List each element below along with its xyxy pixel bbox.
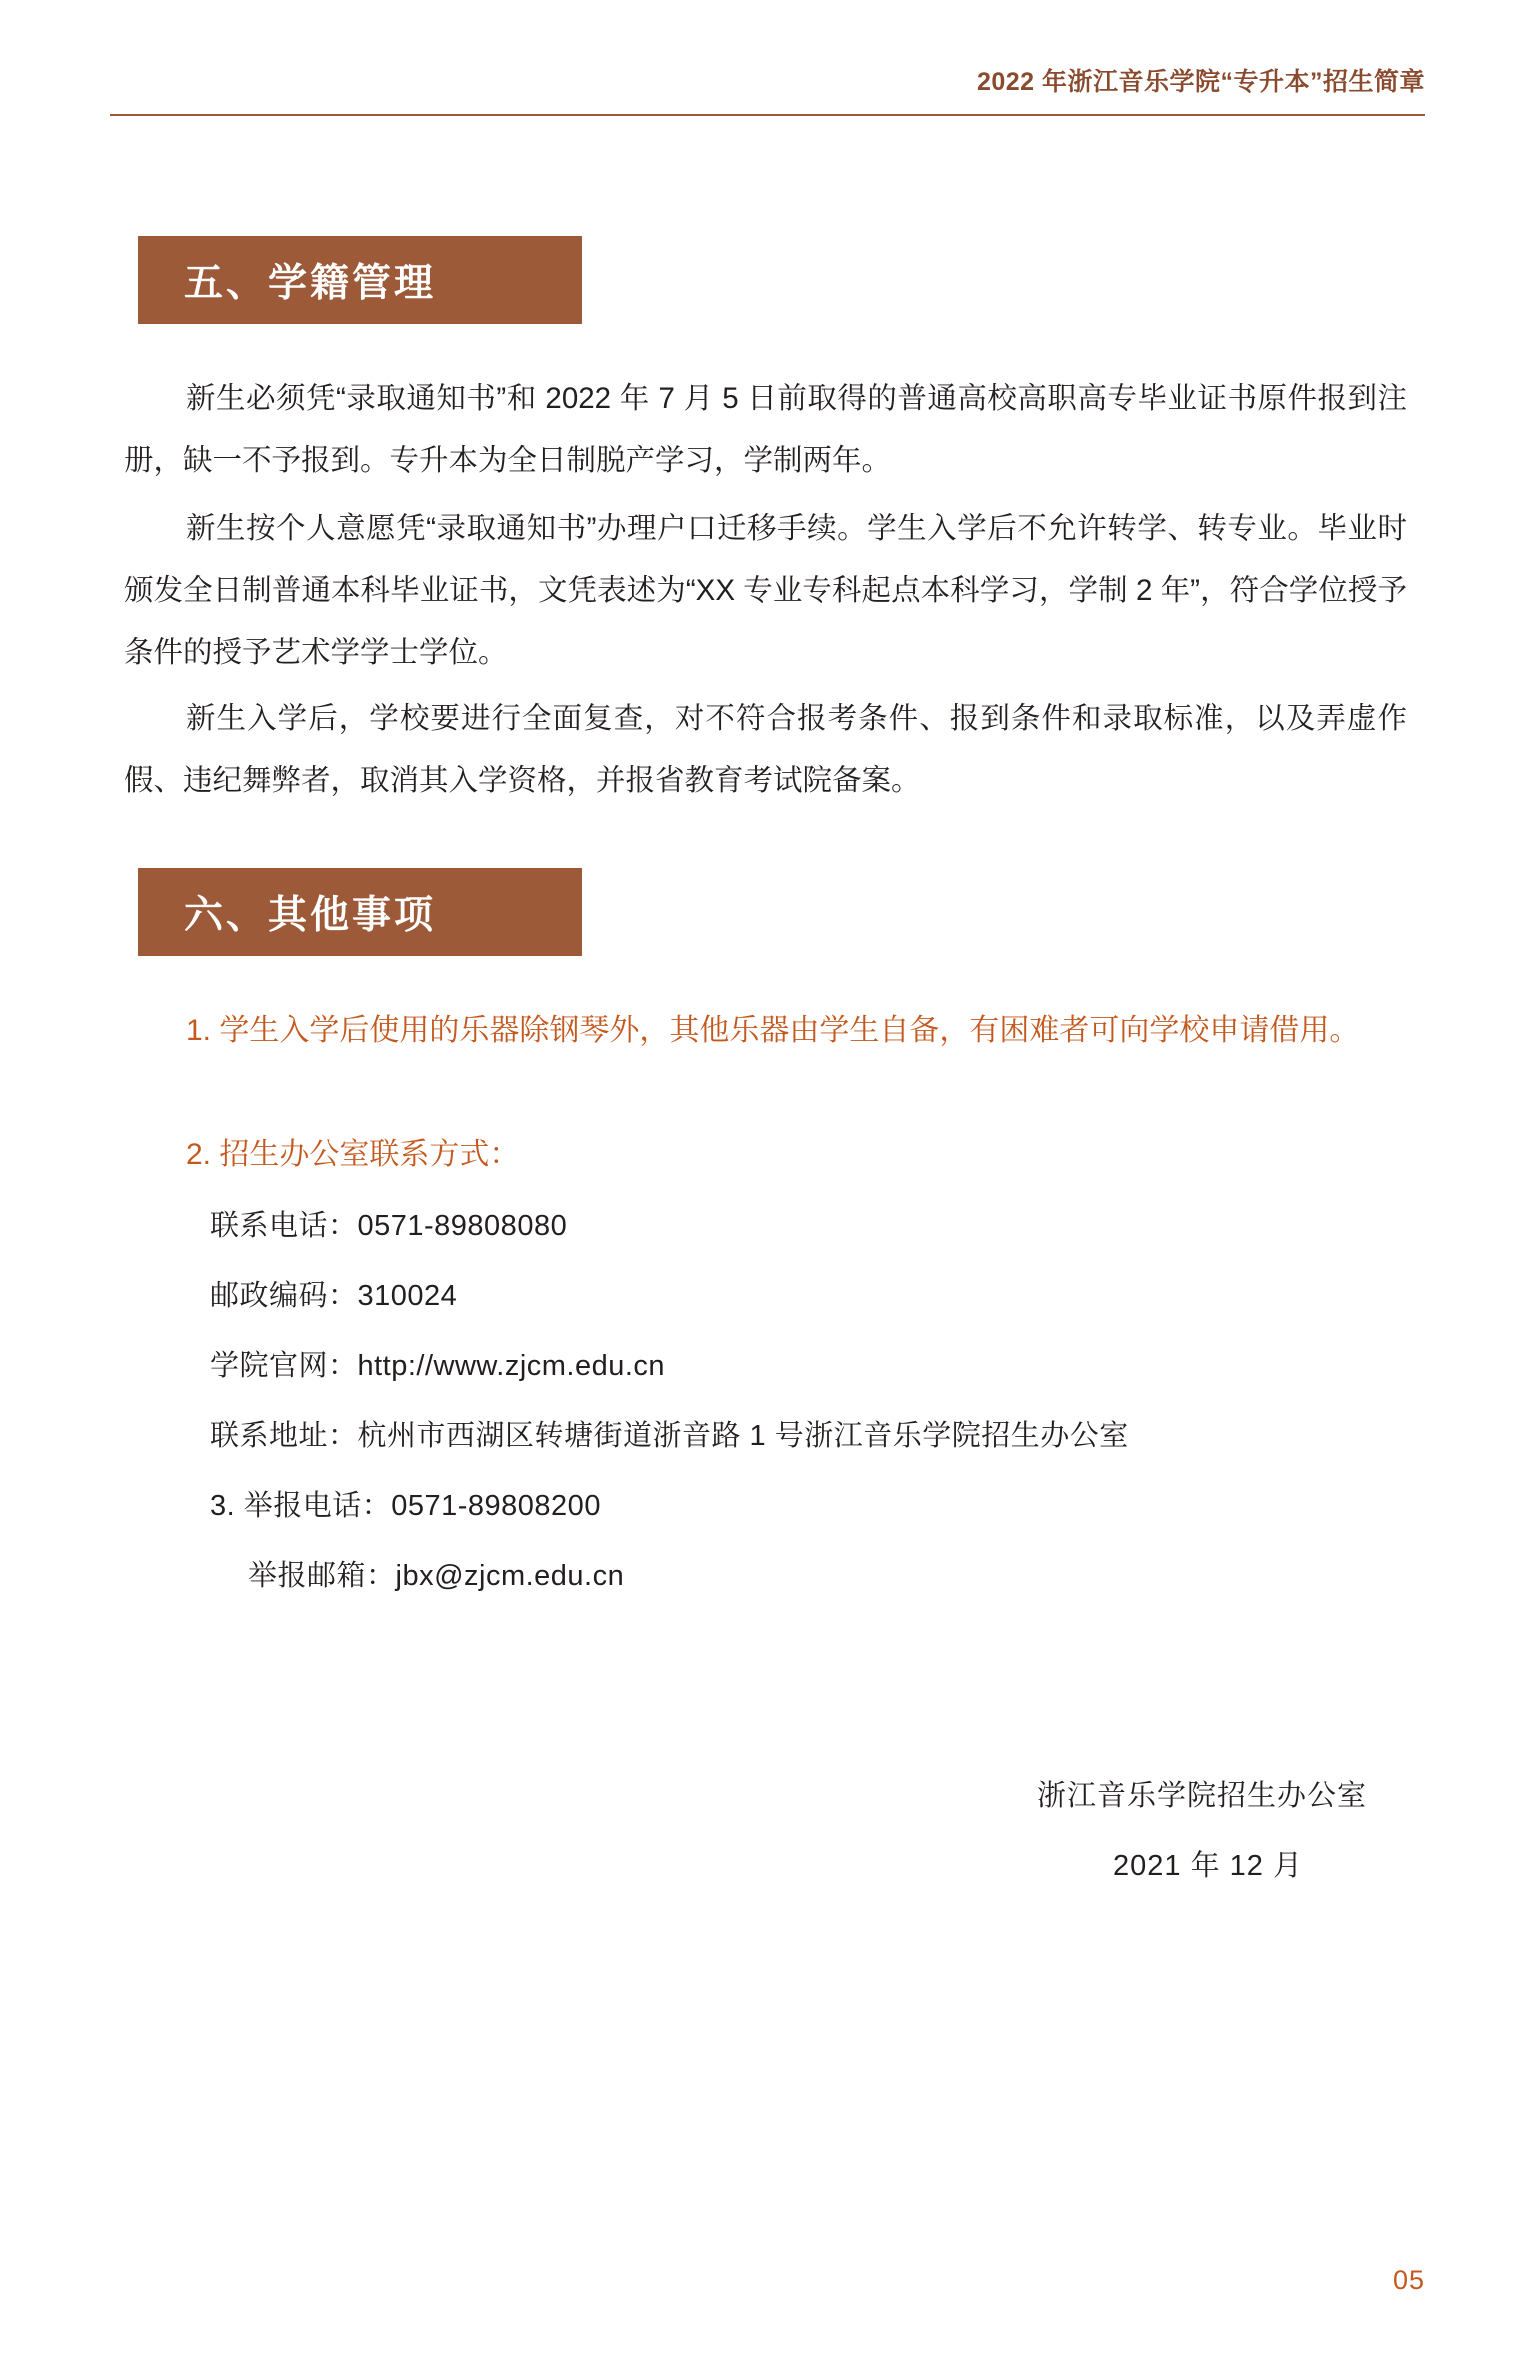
header-title: 2022 年浙江音乐学院“专升本”招生简章 xyxy=(976,68,1425,96)
section-banner-five: 五、学籍管理 xyxy=(138,236,582,324)
header-divider xyxy=(110,114,1425,116)
report-phone: 3. 举报电话：0571-89808200 xyxy=(210,1490,601,1522)
contact-postcode: 邮政编码：310024 xyxy=(210,1280,458,1312)
section-five-paragraph-1: 新生必须凭“录取通知书”和 2022 年 7 月 5 日前取得的普通高校高职高专毕业证书原件报到注册，缺一不予报到。专升本为全日制脱产学习，学制两年。 xyxy=(124,382,1407,477)
section-five-paragraph-2: 新生按个人意愿凭“录取通知书”办理户口迁移手续。学生入学后不允许转学、转专业。毕业时颁发全日制普通本科毕业证书，文凭表述为“XX 专业专科起点本科学习，学制 2 年”，符合学位授予条件的授予艺术学学士学位。 xyxy=(124,512,1407,669)
contact-phone: 联系电话：0571-89808080 xyxy=(210,1210,568,1242)
section-six-item-1: 1. 学生入学后使用的乐器除钢琴外，其他乐器由学生自备，有困难者可向学校申请借用。 xyxy=(186,1014,1360,1047)
page-number: 05 xyxy=(1392,2265,1425,2295)
signature-organization: 浙江音乐学院招生办公室 xyxy=(1036,1780,1367,1812)
contact-address: 联系地址：杭州市西湖区转塘街道浙音路 1 号浙江音乐学院招生办公室 xyxy=(210,1420,1129,1452)
report-email[interactable]: 举报邮箱：jbx@zjcm.edu.cn xyxy=(248,1560,625,1592)
signature-date: 2021 年 12 月 xyxy=(1113,1850,1303,1882)
section-six-item-2: 2. 招生办公室联系方式： xyxy=(186,1138,520,1171)
contact-website[interactable]: 学院官网：http://www.zjcm.edu.cn xyxy=(210,1350,666,1382)
section-banner-six: 六、其他事项 xyxy=(138,868,582,956)
section-five-paragraph-3: 新生入学后，学校要进行全面复查，对不符合报考条件、报到条件和录取标准，以及弄虚作假、违纪舞弊者，取消其入学资格，并报省教育考试院备案。 xyxy=(124,702,1407,797)
page-header xyxy=(110,62,1425,122)
